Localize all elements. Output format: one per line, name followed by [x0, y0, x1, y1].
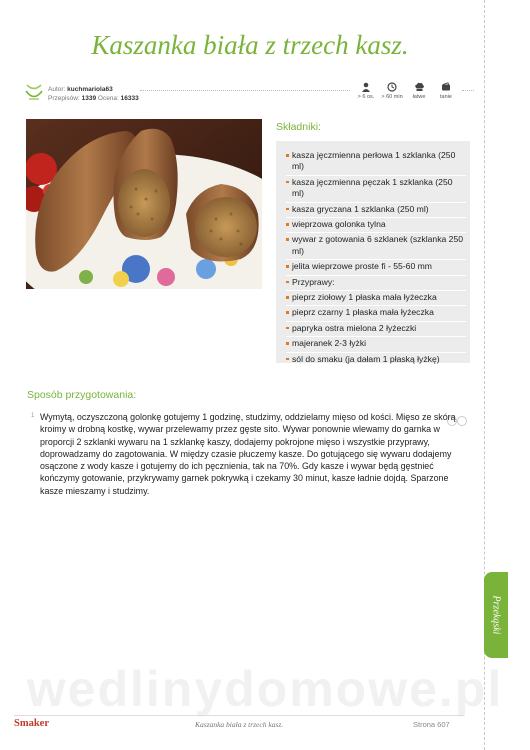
footer-page-number: Strona 607	[413, 720, 450, 729]
ingredient-item: kasza jęczmienna pęczak 1 szklanka (250 ml)	[286, 176, 466, 203]
ingredient-item: papryka ostra mielona 2 łyżeczki	[286, 322, 466, 337]
author-label: Autor:	[48, 86, 66, 93]
ingredient-item: wieprzowa golonka tylna	[286, 218, 466, 233]
footer-brand-logo: Smaker	[14, 718, 49, 729]
ingredient-item: pieprz czarny 1 płaska mała łyżeczka	[286, 306, 466, 321]
smaker-logo-icon	[24, 82, 44, 104]
recipe-photo	[26, 119, 262, 289]
person-icon	[361, 82, 371, 92]
category-tab-label: Przekąski	[490, 595, 502, 635]
cost-value: tanie	[440, 94, 452, 100]
ingredient-item: sól do smaku (ja dałam 1 płaską łyżkę)	[286, 353, 466, 368]
clock-icon	[387, 82, 397, 92]
author-name[interactable]: kuchmariola63	[67, 86, 113, 93]
step-number: 1	[31, 413, 35, 419]
author-info	[48, 85, 139, 103]
time-value: > 60 min	[381, 94, 403, 100]
stat-difficulty	[405, 82, 433, 100]
ingredients-list	[276, 141, 470, 368]
header-divider	[140, 90, 350, 91]
stat-cost	[432, 82, 460, 100]
footer-recipe-title: Kaszanka biała z trzech kasz.	[195, 720, 284, 729]
ingredients-box	[276, 141, 470, 363]
kaszanka-photo-image	[26, 119, 262, 289]
stat-time	[378, 82, 406, 100]
watermark: wedlinydomowe.pl	[26, 661, 504, 717]
recipe-stats	[352, 82, 462, 106]
ingredient-item: kasza jęczmienna perłowa 1 szklanka (250 ml)	[286, 149, 466, 176]
preparation-heading: Sposób przygotowania:	[27, 389, 137, 401]
category-tab[interactable]	[484, 572, 508, 658]
chef-hat-icon	[414, 82, 425, 92]
servings-value: > 6 os.	[357, 94, 375, 100]
stat-servings	[352, 82, 380, 100]
ingredient-item: wywar z gotowania 6 szklanek (szklanka 250 ml)	[286, 233, 466, 260]
wallet-icon	[441, 82, 451, 92]
footer-divider	[14, 715, 464, 716]
ingredient-item: jelita wieprzowe proste fi - 55-60 mm	[286, 260, 466, 275]
recipe-title: Kaszanka biała z trzech kasz.	[91, 30, 409, 60]
ingredient-item: kasza gryczana 1 szklanka (250 ml)	[286, 203, 466, 218]
ingredient-item: majeranek 2-3 łyżki	[286, 337, 466, 352]
ingredients-heading: Składniki:	[276, 121, 321, 133]
recipes-count: 1339	[81, 95, 97, 102]
header-divider-end	[462, 90, 474, 91]
rating-value: 16333	[120, 95, 139, 102]
recipes-label: Przepisów:	[48, 95, 80, 102]
ingredient-group-label: Przyprawy:	[286, 276, 466, 291]
rating-label: Ocena:	[97, 95, 119, 102]
difficulty-value: łatwe	[412, 94, 426, 100]
ingredient-item: pieprz ziołowy 1 płaska mała łyżeczka	[286, 291, 466, 306]
step-text: Wymytą, oczyszczoną golonkę gotujemy 1 godzinę, studzimy, oddzielamy mięso od kości. Mięso ze skórą kroimy w drobną kostkę, wywar przelewamy przez gęste sito. Wywar ponownie wlewamy do garnka w proporcji 2 szklanki wywaru na 1 szklankę kaszy, dodajemy pokrojone mięso i wszystkie przyprawy, doprowadzamy do zagotowania. W między czasie płuczemy kasze. Do gotującego się wywaru dodajemy osączone z wody kasze i gotujemy do ich pęcznienia, tak na 70%. Gdy kasze i wywar będą gęstnieć kończymy gotowanie, przykrywamy garnek pokrywką i czekamy 30 minut, kasze ładnie dojdą. Sparzone kasze mieszamy i studzimy.	[40, 412, 456, 496]
